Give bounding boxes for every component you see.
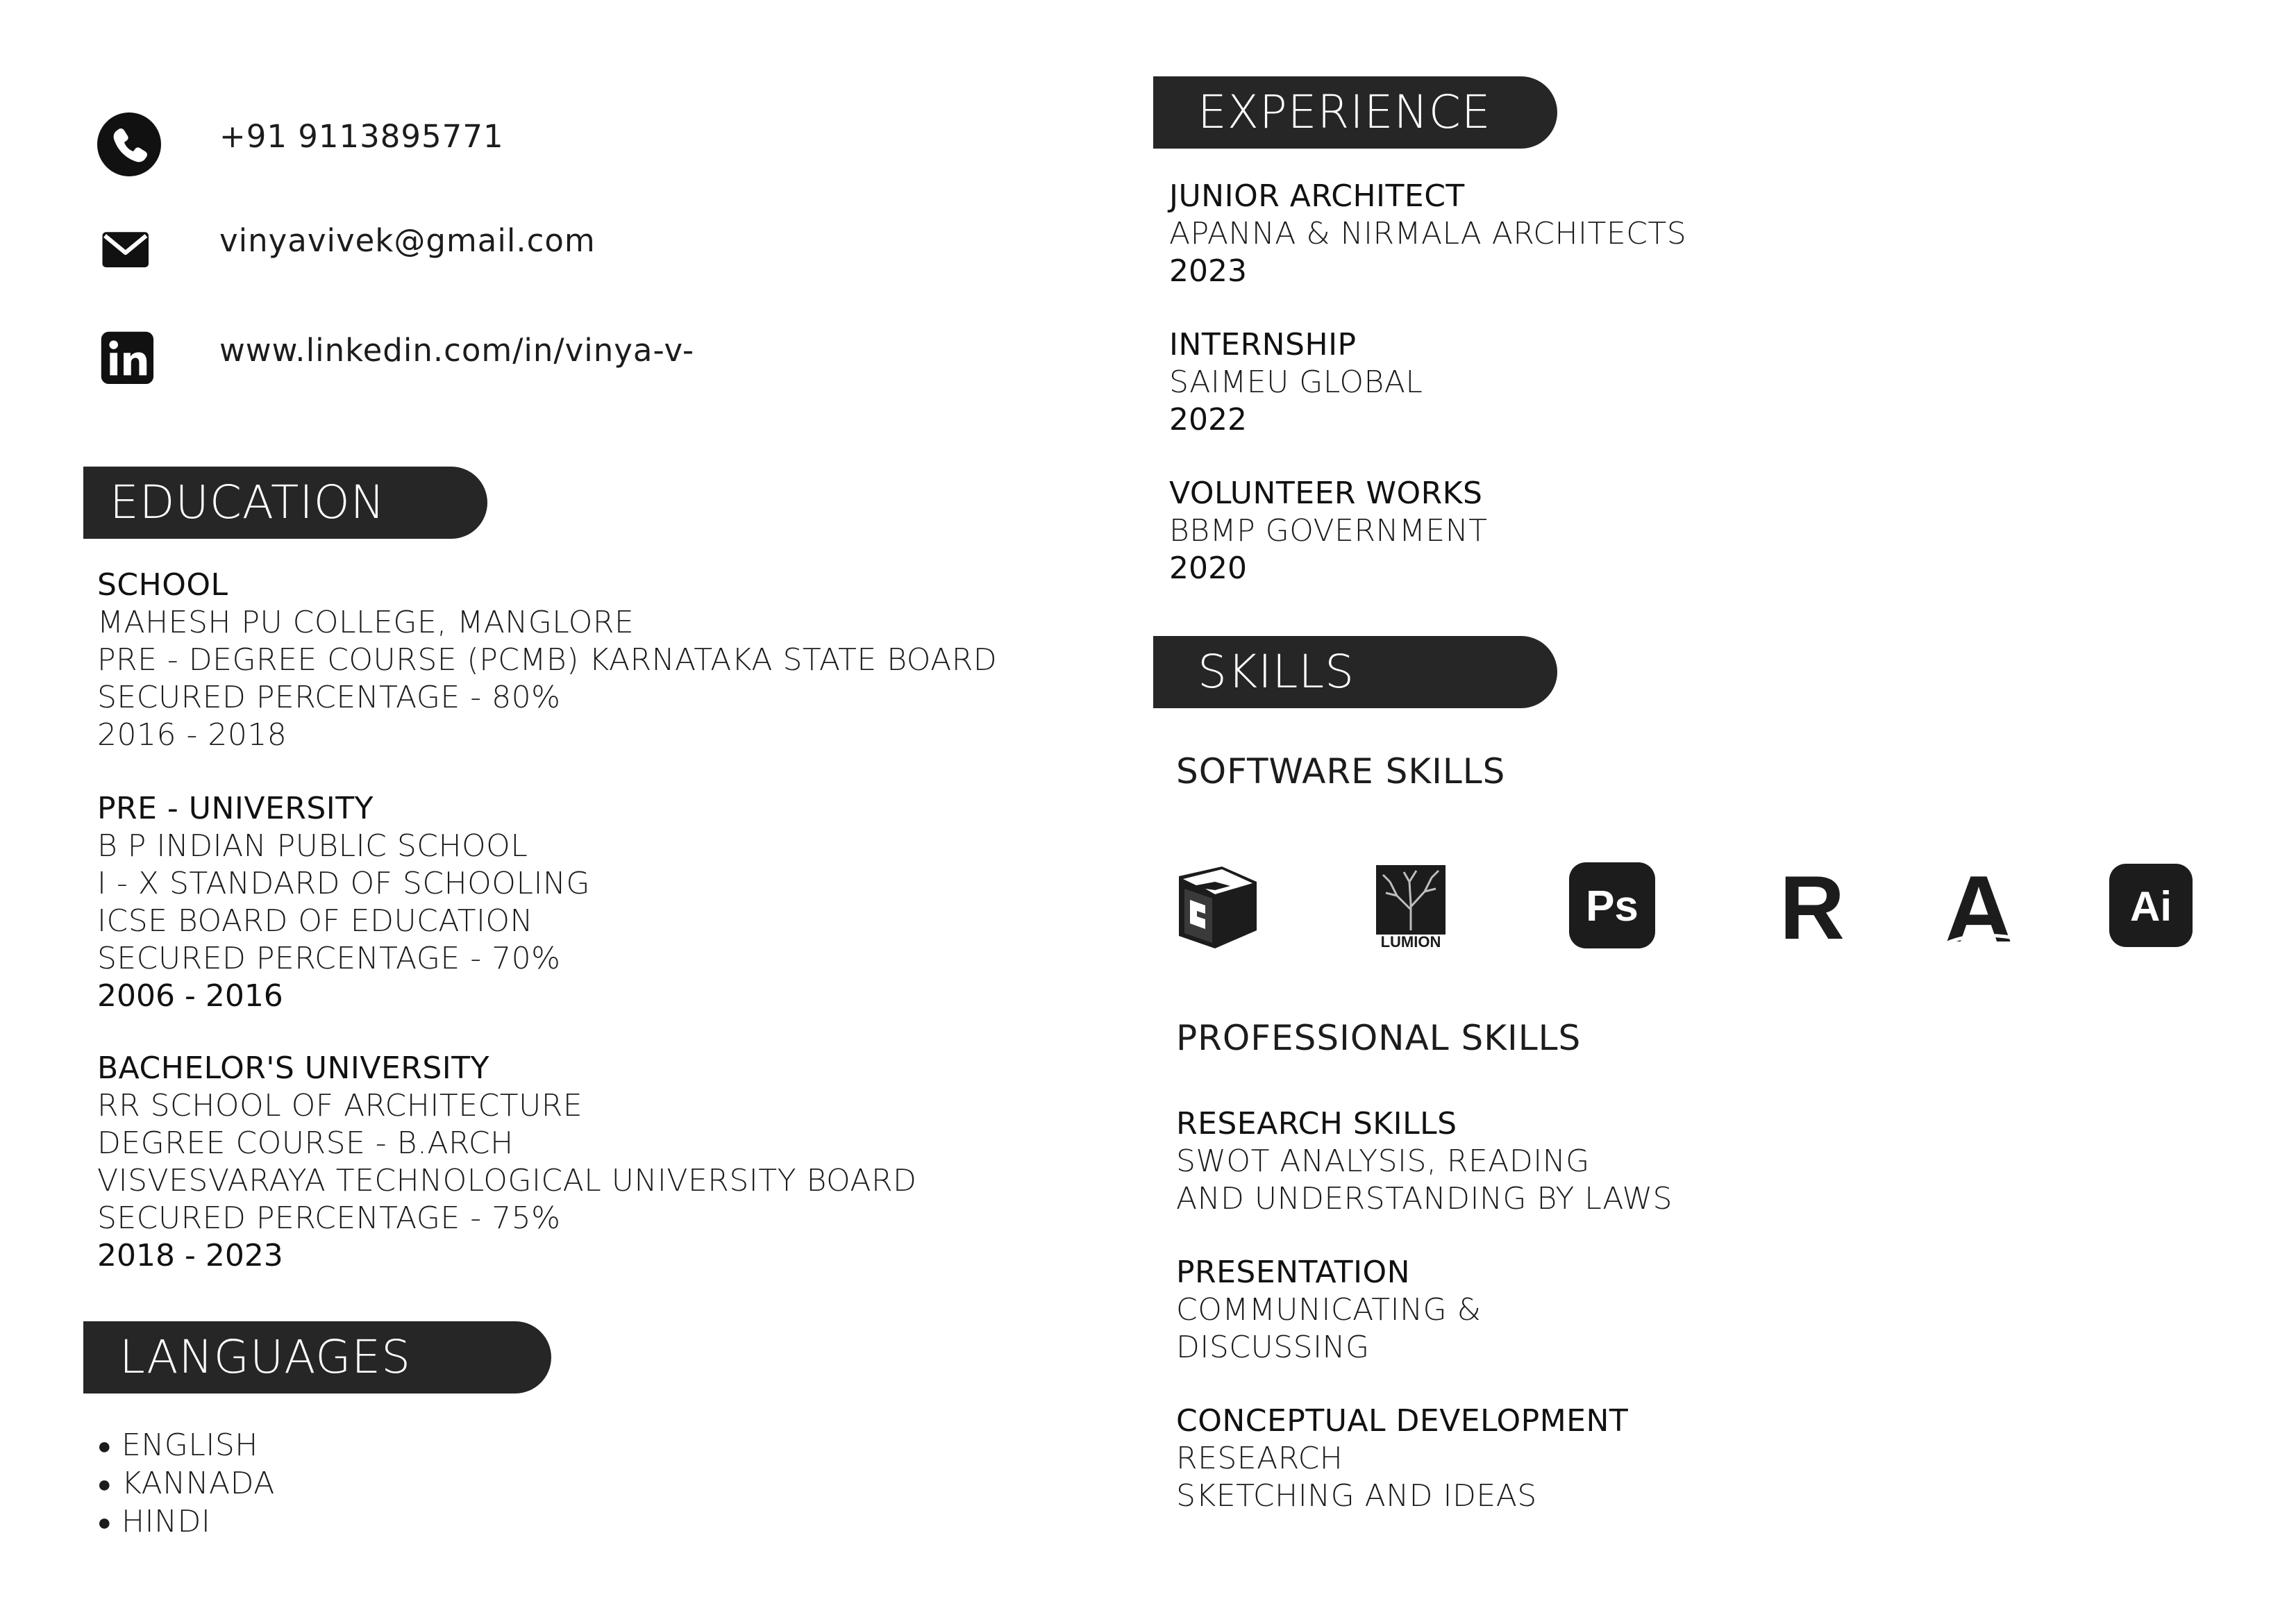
email-address[interactable]: vinyavivek@gmail.com [219,222,596,259]
professional-skill-line: SWOT ANALYSIS, READING [1176,1144,1590,1179]
education-entry-line: VISVESVARAYA TECHNOLOGICAL UNIVERSITY BOARD [97,1163,917,1198]
education-entry-line: SECURED PERCENTAGE - 80% [97,680,561,715]
education-entry-school [97,567,997,754]
lumion-icon [1366,861,1455,950]
experience-entry [1169,178,1686,290]
email-icon [100,224,158,282]
education-entry-line: MAHESH PU COLLEGE, MANGLORE [97,605,635,640]
languages-heading [83,1321,551,1393]
professional-skill-entry [1176,1105,1673,1218]
professional-skill-line: AND UNDERSTANDING BY LAWS [1176,1181,1673,1216]
experience-heading [1153,76,1557,149]
education-entry-line: B P INDIAN PUBLIC SCHOOL [97,828,528,864]
experience-entry [1169,475,1488,587]
phone-number[interactable]: +91 9113895771 [219,118,504,155]
linkedin-icon [100,330,160,390]
professional-skill-line: SKETCHING AND IDEAS [1176,1478,1537,1514]
education-entry-line: ICSE BOARD OF EDUCATION [97,903,533,939]
language-item: ● HINDI [97,1503,275,1541]
experience-org: BBMP GOVERNMENT [1169,513,1488,549]
professional-skill-line: RESEARCH [1176,1441,1343,1476]
experience-heading-text: EXPERIENCE [1198,85,1491,139]
education-entry-line: SECURED PERCENTAGE - 70% [97,941,561,976]
experience-year: 2020 [1169,551,1247,586]
education-entry-bachelors [97,1050,916,1275]
professional-skill-entry [1176,1254,1481,1366]
professional-skill-title: RESEARCH SKILLS [1176,1106,1457,1141]
experience-year: 2022 [1169,402,1247,437]
language-item: ● KANNADA [97,1465,275,1503]
experience-org: SAIMEU GLOBAL [1169,365,1423,400]
education-entry-title: PRE - UNIVERSITY [97,791,374,826]
professional-skill-title: CONCEPTUAL DEVELOPMENT [1176,1403,1629,1439]
education-entry-line: 2016 - 2018 [97,717,287,753]
photoshop-icon [1568,861,1657,950]
phone-icon [96,111,162,178]
illustrator-icon [2106,861,2195,950]
autocad-icon [1934,861,2023,950]
education-entry-line: PRE - DEGREE COURSE (PCMB) KARNATAKA STATE BOARD [97,642,998,678]
education-entry-line: I - X STANDARD OF SCHOOLING [97,866,590,901]
software-skills-heading: SOFTWARE SKILLS [1176,751,1506,792]
experience-title: INTERNSHIP [1169,327,1357,362]
sketchup-icon [1173,861,1262,950]
education-heading [83,467,487,539]
professional-skill-line: DISCUSSING [1176,1330,1370,1365]
language-item: ● ENGLISH [97,1427,275,1465]
illustrator-label: Ai [2130,883,2172,930]
skills-heading [1153,636,1557,708]
education-entry-line: SECURED PERCENTAGE - 75% [97,1200,561,1236]
education-heading-text: EDUCATION [110,476,386,529]
experience-year: 2023 [1169,253,1247,289]
professional-skill-title: PRESENTATION [1176,1255,1411,1290]
experience-title: JUNIOR ARCHITECT [1169,178,1465,214]
experience-org: APANNA & NIRMALA ARCHITECTS [1169,216,1687,251]
education-entry-line: DEGREE COURSE - B.ARCH [97,1125,514,1161]
education-entry-pre-university [97,790,590,1015]
autocad-label: A [1944,861,2013,950]
education-entry-title: BACHELOR'S UNIVERSITY [97,1050,490,1086]
linkedin-url[interactable]: www.linkedin.com/in/vinya-v- [219,332,695,369]
professional-skill-entry [1176,1403,1628,1515]
lumion-label: LUMION [1380,933,1441,950]
education-entry-year: 2006 - 2016 [97,978,283,1014]
experience-entry [1169,326,1423,439]
professional-skill-line: COMMUNICATING & [1176,1292,1482,1328]
revit-icon [1768,861,1857,950]
skills-heading-text: SKILLS [1198,645,1355,698]
education-entry-year: 2018 - 2023 [97,1238,283,1273]
professional-skills-heading: PROFESSIONAL SKILLS [1176,1018,1582,1058]
photoshop-label: Ps [1586,882,1639,930]
experience-title: VOLUNTEER WORKS [1169,476,1483,511]
education-entry-line: RR SCHOOL OF ARCHITECTURE [97,1088,583,1123]
languages-heading-text: LANGUAGES [119,1330,411,1384]
languages-list [97,1427,275,1541]
education-entry-title: SCHOOL [97,567,228,603]
revit-label: R [1779,861,1845,950]
